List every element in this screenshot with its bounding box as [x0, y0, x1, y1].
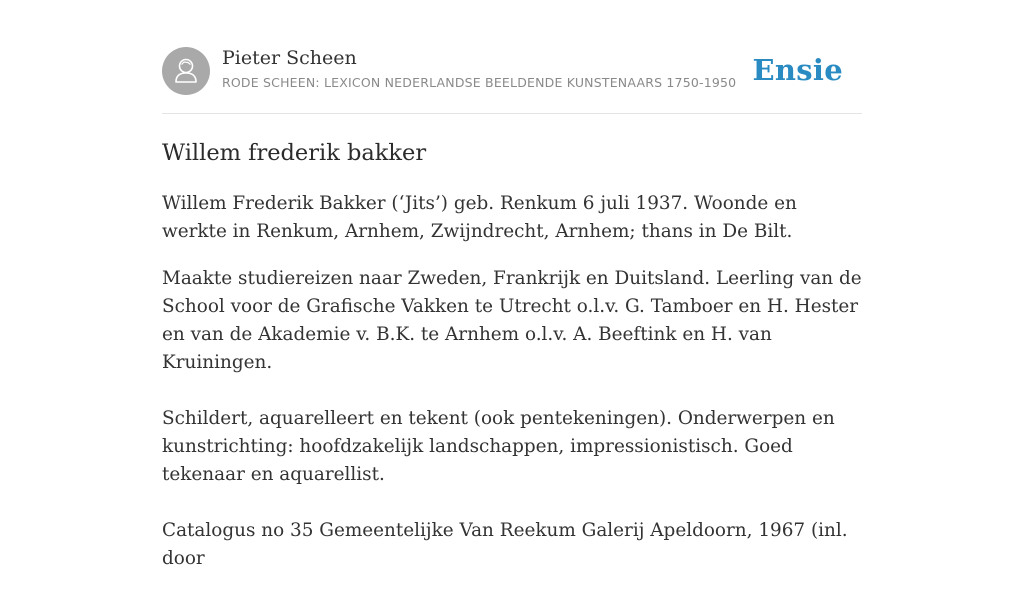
user-icon	[162, 47, 210, 95]
source-title[interactable]: RODE SCHEEN: LEXICON NEDERLANDSE BEELDENDE KUNSTENAARS 1750-1950	[222, 75, 737, 90]
article-title: Willem frederik bakker	[162, 140, 427, 166]
article-header	[162, 0, 862, 114]
article-paragraph: Catalogus no 35 Gemeentelijke Van Reekum Galerij Apeldoorn, 1967 (inl. door	[162, 520, 848, 569]
page-container	[162, 0, 862, 569]
article-paragraph: Schildert, aquarelleert en tekent (ook pentekeningen). Onderwerpen en kunstrichting: hoofdzakelijk landschappen, impressionistisch. Goed tekenaar en aquarellist.	[162, 408, 835, 485]
author-avatar[interactable]	[162, 47, 210, 95]
article-paragraph: Willem Frederik Bakker (‘Jits’) geb. Renkum 6 juli 1937. Woonde en werkte in Renkum, Arnhem, Zwijndrecht, Arnhem; thans in De Bilt.	[162, 193, 797, 242]
article-body	[162, 190, 862, 592]
author-name[interactable]: Pieter Scheen	[222, 47, 357, 69]
article-paragraph: Maakte studiereizen naar Zweden, Frankrijk en Duitsland. Leerling van de School voor de Grafische Vakken te Utrecht o.l.v. G. Tamboer en H. Hester en van de Akademie v. B.K. te Arnhem o.l.v. A. Beeftink en H. van Kruiningen.	[162, 268, 862, 373]
ensie-logo[interactable]: Ensie	[752, 53, 843, 87]
